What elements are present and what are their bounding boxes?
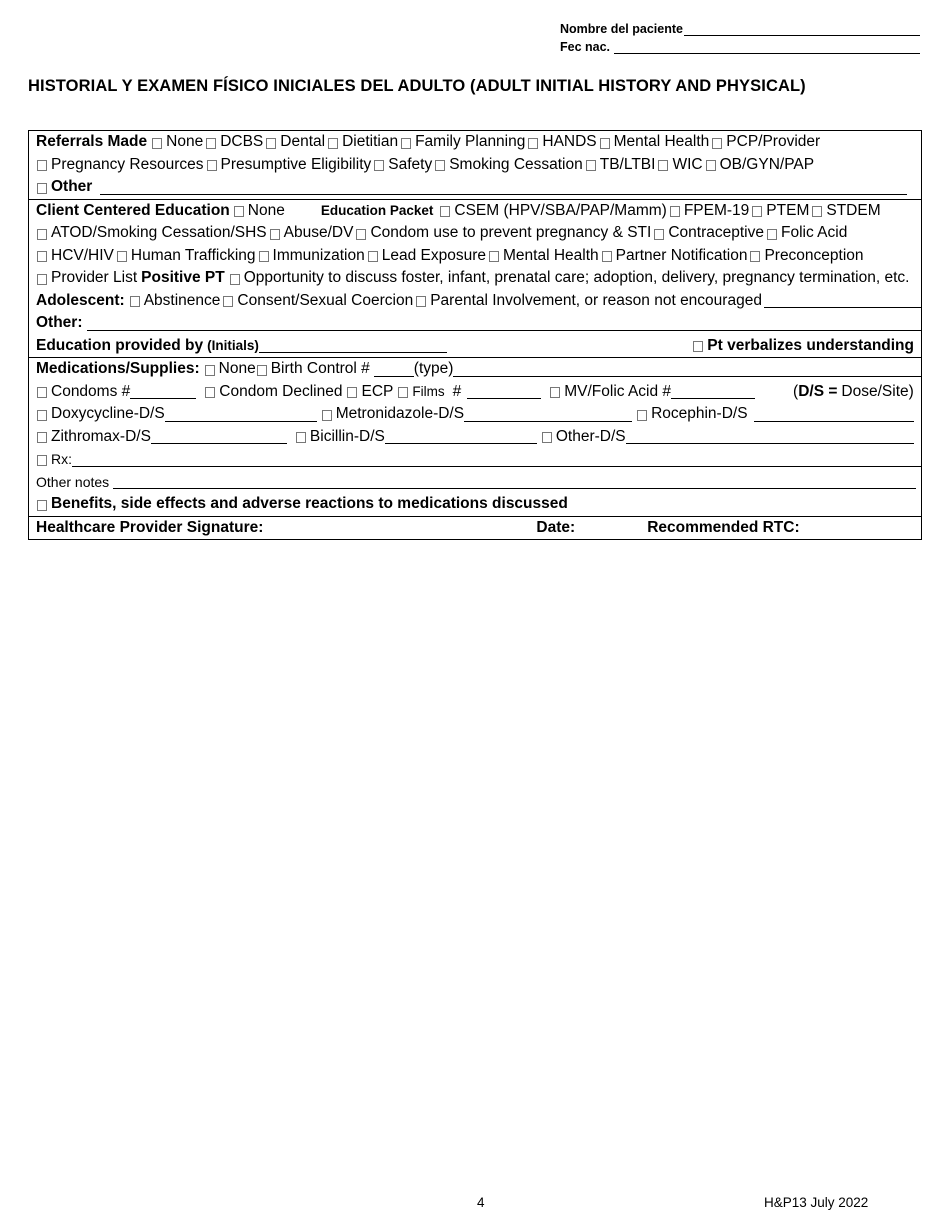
- education-none-label: None: [247, 201, 285, 219]
- verbalizes-checkbox[interactable]: [693, 341, 703, 352]
- edu-r3-1-label: Human Trafficking: [130, 246, 256, 264]
- adolescent-1-checkbox[interactable]: [223, 296, 233, 307]
- metro-label: Metronidazole-D/S: [335, 405, 465, 423]
- doxy-checkbox[interactable]: [37, 410, 47, 421]
- provider-list-label: Provider List: [51, 269, 138, 287]
- ecp-checkbox[interactable]: [347, 387, 357, 398]
- ds-rest: Dose/Site): [841, 382, 914, 400]
- referral-r1-3-checkbox[interactable]: [328, 138, 338, 149]
- zithro-checkbox[interactable]: [37, 432, 47, 443]
- medications-rx-row: [36, 448, 921, 471]
- history-form: [28, 130, 922, 540]
- patient-name-field[interactable]: [684, 22, 920, 36]
- mv-folic-count-field[interactable]: [671, 383, 755, 399]
- zithro-field[interactable]: [151, 428, 287, 444]
- date-label: Date:: [536, 518, 576, 536]
- rx-label: Rx:: [51, 451, 72, 468]
- referrals-other-row: [36, 176, 921, 199]
- edu-r2-1-label: Abuse/DV: [283, 224, 354, 242]
- rocephin-label: Rocephin-D/S: [651, 405, 748, 423]
- ecp-label: ECP: [361, 382, 394, 400]
- adolescent-1-label: Consent/Sexual Coercion: [237, 291, 414, 309]
- education-label: Client Centered Education: [36, 201, 230, 219]
- edu-r3-2-label: Immunization: [272, 246, 365, 264]
- education-other-field[interactable]: [87, 315, 922, 331]
- positive-pt-checkbox[interactable]: [230, 274, 240, 285]
- edu-r2-3-checkbox[interactable]: [654, 229, 664, 240]
- ds-open: (: [793, 382, 799, 400]
- referral-r1-6-checkbox[interactable]: [600, 138, 610, 149]
- edu-r3-1-checkbox[interactable]: [117, 251, 127, 262]
- referral-r1-5-label: HANDS: [542, 133, 597, 151]
- positive-pt-label: Positive PT: [141, 269, 225, 287]
- initials-field[interactable]: [259, 337, 447, 353]
- rocephin-checkbox[interactable]: [637, 410, 647, 421]
- referrals-section: [29, 131, 921, 200]
- referral-r2-2-label: Safety: [388, 155, 433, 173]
- referral-r2-2-checkbox[interactable]: [374, 160, 384, 171]
- education-packet-label: Education Packet: [320, 203, 434, 219]
- referral-other-checkbox[interactable]: [37, 183, 47, 194]
- birth-control-count-field[interactable]: [374, 361, 414, 377]
- zithro-label: Zithromax-D/S: [51, 427, 151, 445]
- edu-packet-2-label: PTEM: [766, 201, 810, 219]
- referral-r1-2-checkbox[interactable]: [266, 138, 276, 149]
- referral-r1-7-checkbox[interactable]: [712, 138, 722, 149]
- films-label: Films: [412, 384, 445, 400]
- referral-r2-6-label: OB/GYN/PAP: [719, 155, 815, 173]
- adolescent-row: [36, 290, 921, 313]
- verbalizes-label: Pt verbalizes understanding: [707, 336, 914, 354]
- referral-r2-3-checkbox[interactable]: [435, 160, 445, 171]
- referral-r1-0-label: None: [166, 133, 204, 151]
- bicillin-checkbox[interactable]: [296, 432, 306, 443]
- referral-r2-5-label: WIC: [672, 155, 703, 173]
- condom-declined-checkbox[interactable]: [205, 387, 215, 398]
- edu-r3-0-checkbox[interactable]: [37, 251, 47, 262]
- edu-packet-1-checkbox[interactable]: [670, 206, 680, 217]
- ds-abbr: D/S =: [798, 382, 838, 400]
- doxy-label: Doxycycline-D/S: [51, 405, 165, 423]
- other-notes-field[interactable]: [113, 473, 916, 489]
- other-ds-field[interactable]: [626, 428, 914, 444]
- other-ds-checkbox[interactable]: [542, 432, 552, 443]
- other-ds-label: Other-D/S: [555, 427, 626, 445]
- birth-control-type-label: (type): [413, 360, 454, 378]
- edu-r2-4-checkbox[interactable]: [767, 229, 777, 240]
- other-notes-label: Other notes: [36, 473, 110, 490]
- page-number: 4: [477, 1195, 485, 1210]
- edu-r2-1-checkbox[interactable]: [270, 229, 280, 240]
- edu-r3-5-label: Partner Notification: [615, 246, 748, 264]
- education-none-checkbox[interactable]: [234, 206, 244, 217]
- education-provided-row: [36, 335, 921, 358]
- bicillin-field[interactable]: [385, 428, 537, 444]
- edu-r3-2-checkbox[interactable]: [259, 251, 269, 262]
- condoms-count-field[interactable]: [130, 383, 196, 399]
- medications-row-3: [36, 403, 921, 426]
- edu-packet-0-checkbox[interactable]: [440, 206, 450, 217]
- edu-r2-2-label: Condom use to prevent pregnancy & STI: [370, 224, 652, 242]
- page-title: HISTORIAL Y EXAMEN FÍSICO INICIALES DEL ADULTO (ADULT INITIAL HISTORY AND PHYSICAL): [28, 77, 806, 95]
- patient-header: [560, 18, 920, 54]
- referrals-row-2: [36, 154, 921, 177]
- referral-r1-7-label: PCP/Provider: [726, 133, 821, 151]
- edu-r3-0-label: HCV/HIV: [51, 246, 114, 264]
- referral-r1-3-label: Dietitian: [342, 133, 399, 151]
- education-section: [29, 200, 921, 359]
- education-other-row: [36, 312, 921, 335]
- education-row-4: [36, 267, 921, 290]
- form-code: H&P13 July 2022: [764, 1195, 869, 1210]
- education-other-label: Other:: [36, 314, 83, 332]
- provided-by-label: Education provided by: [36, 336, 204, 354]
- birth-control-type-field[interactable]: [453, 361, 921, 377]
- referral-r2-4-label: TB/LTBI: [599, 155, 656, 173]
- benefits-row: [36, 493, 921, 516]
- dob-label: Fec nac.: [560, 40, 611, 54]
- medications-label: Medications/Supplies:: [36, 360, 200, 378]
- medications-none-label: None: [218, 360, 256, 378]
- edu-r2-3-label: Contraceptive: [668, 224, 764, 242]
- education-row-3: [36, 245, 921, 268]
- adolescent-2-checkbox[interactable]: [416, 296, 426, 307]
- dob-field[interactable]: [614, 40, 920, 54]
- medications-row-1: [36, 358, 921, 381]
- medications-section: [29, 358, 921, 517]
- adolescent-0-checkbox[interactable]: [130, 296, 140, 307]
- edu-r3-4-checkbox[interactable]: [489, 251, 499, 262]
- edu-r3-6-checkbox[interactable]: [750, 251, 760, 262]
- edu-r3-3-checkbox[interactable]: [368, 251, 378, 262]
- referrals-row-1: [36, 131, 921, 154]
- medications-row-2: [36, 381, 921, 404]
- referral-r2-6-checkbox[interactable]: [706, 160, 716, 171]
- referral-r1-1-label: DCBS: [220, 133, 264, 151]
- rtc-label: Recommended RTC:: [647, 518, 800, 536]
- edu-packet-1-label: FPEM-19: [683, 201, 750, 219]
- provider-list-checkbox[interactable]: [37, 274, 47, 285]
- referral-r1-4-label: Family Planning: [415, 133, 526, 151]
- edu-r2-4-label: Folic Acid: [780, 224, 848, 242]
- referral-r2-3-label: Smoking Cessation: [449, 155, 583, 173]
- initials-label: (Initials): [207, 338, 259, 354]
- referral-r1-4-checkbox[interactable]: [401, 138, 411, 149]
- edu-r3-4-label: Mental Health: [502, 246, 599, 264]
- adolescent-0-label: Abstinence: [143, 291, 221, 309]
- referral-r1-5-checkbox[interactable]: [528, 138, 538, 149]
- films-count-field[interactable]: [467, 383, 541, 399]
- edu-r3-6-label: Preconception: [764, 246, 864, 264]
- referral-r2-1-checkbox[interactable]: [207, 160, 217, 171]
- other-notes-row: [36, 471, 921, 494]
- referral-r1-6-label: Mental Health: [613, 133, 710, 151]
- rx-checkbox[interactable]: [37, 455, 47, 466]
- condom-declined-label: Condom Declined: [219, 382, 343, 400]
- provider-signature-label: Healthcare Provider Signature:: [36, 518, 264, 536]
- edu-packet-2-checkbox[interactable]: [752, 206, 762, 217]
- referral-r2-1-label: Presumptive Eligibility: [220, 155, 372, 173]
- films-checkbox[interactable]: [398, 387, 408, 398]
- edu-r2-0-checkbox[interactable]: [37, 229, 47, 240]
- benefits-label: Benefits, side effects and adverse reactions to medications discussed: [51, 495, 568, 513]
- metro-field[interactable]: [464, 406, 632, 422]
- benefits-checkbox[interactable]: [37, 500, 47, 511]
- adolescent-2-label: Parental Involvement, or reason not encouraged: [430, 291, 762, 309]
- edu-r3-3-label: Lead Exposure: [381, 246, 486, 264]
- referral-r1-1-checkbox[interactable]: [206, 138, 216, 149]
- referral-r2-0-checkbox[interactable]: [37, 160, 47, 171]
- condoms-checkbox[interactable]: [37, 387, 47, 398]
- mv-folic-checkbox[interactable]: [550, 387, 560, 398]
- education-row-2: [36, 222, 921, 245]
- signature-row: [36, 517, 921, 540]
- condoms-label: Condoms #: [51, 382, 131, 400]
- referral-r1-2-label: Dental: [280, 133, 326, 151]
- birth-control-checkbox[interactable]: [257, 365, 267, 376]
- rx-field[interactable]: [72, 451, 921, 467]
- referral-r2-4-checkbox[interactable]: [586, 160, 596, 171]
- referral-r2-0-label: Pregnancy Resources: [51, 155, 204, 173]
- metro-checkbox[interactable]: [322, 410, 332, 421]
- referral-r2-5-checkbox[interactable]: [658, 160, 668, 171]
- edu-packet-3-checkbox[interactable]: [812, 206, 822, 217]
- referral-other-label: Other: [51, 178, 93, 196]
- birth-control-label: Birth Control #: [270, 360, 370, 378]
- referral-other-field[interactable]: [100, 179, 907, 195]
- edu-packet-0-label: CSEM (HPV/SBA/PAP/Mamm): [454, 201, 667, 219]
- referral-r1-0-checkbox[interactable]: [152, 138, 162, 149]
- medications-none-checkbox[interactable]: [205, 365, 215, 376]
- edu-packet-3-label: STDEM: [826, 201, 881, 219]
- rocephin-field[interactable]: [754, 406, 914, 422]
- mv-folic-label: MV/Folic Acid #: [564, 382, 672, 400]
- bicillin-label: Bicillin-D/S: [309, 427, 385, 445]
- doxy-field[interactable]: [165, 406, 317, 422]
- education-row-1: [36, 200, 921, 223]
- referrals-label: Referrals Made: [36, 133, 148, 151]
- edu-r2-0-label: ATOD/Smoking Cessation/SHS: [51, 224, 267, 242]
- films-hash: #: [452, 382, 462, 400]
- edu-r3-5-checkbox[interactable]: [602, 251, 612, 262]
- adolescent-reason-field[interactable]: [764, 292, 921, 308]
- edu-r2-2-checkbox[interactable]: [356, 229, 366, 240]
- patient-name-label: Nombre del paciente: [560, 22, 683, 36]
- opportunity-text: Opportunity to discuss foster, infant, prenatal care; adoption, delivery, pregnancy termination, etc.: [243, 269, 910, 287]
- medications-row-4: [36, 426, 921, 449]
- signature-section: [29, 517, 921, 540]
- adolescent-label: Adolescent:: [36, 291, 125, 309]
